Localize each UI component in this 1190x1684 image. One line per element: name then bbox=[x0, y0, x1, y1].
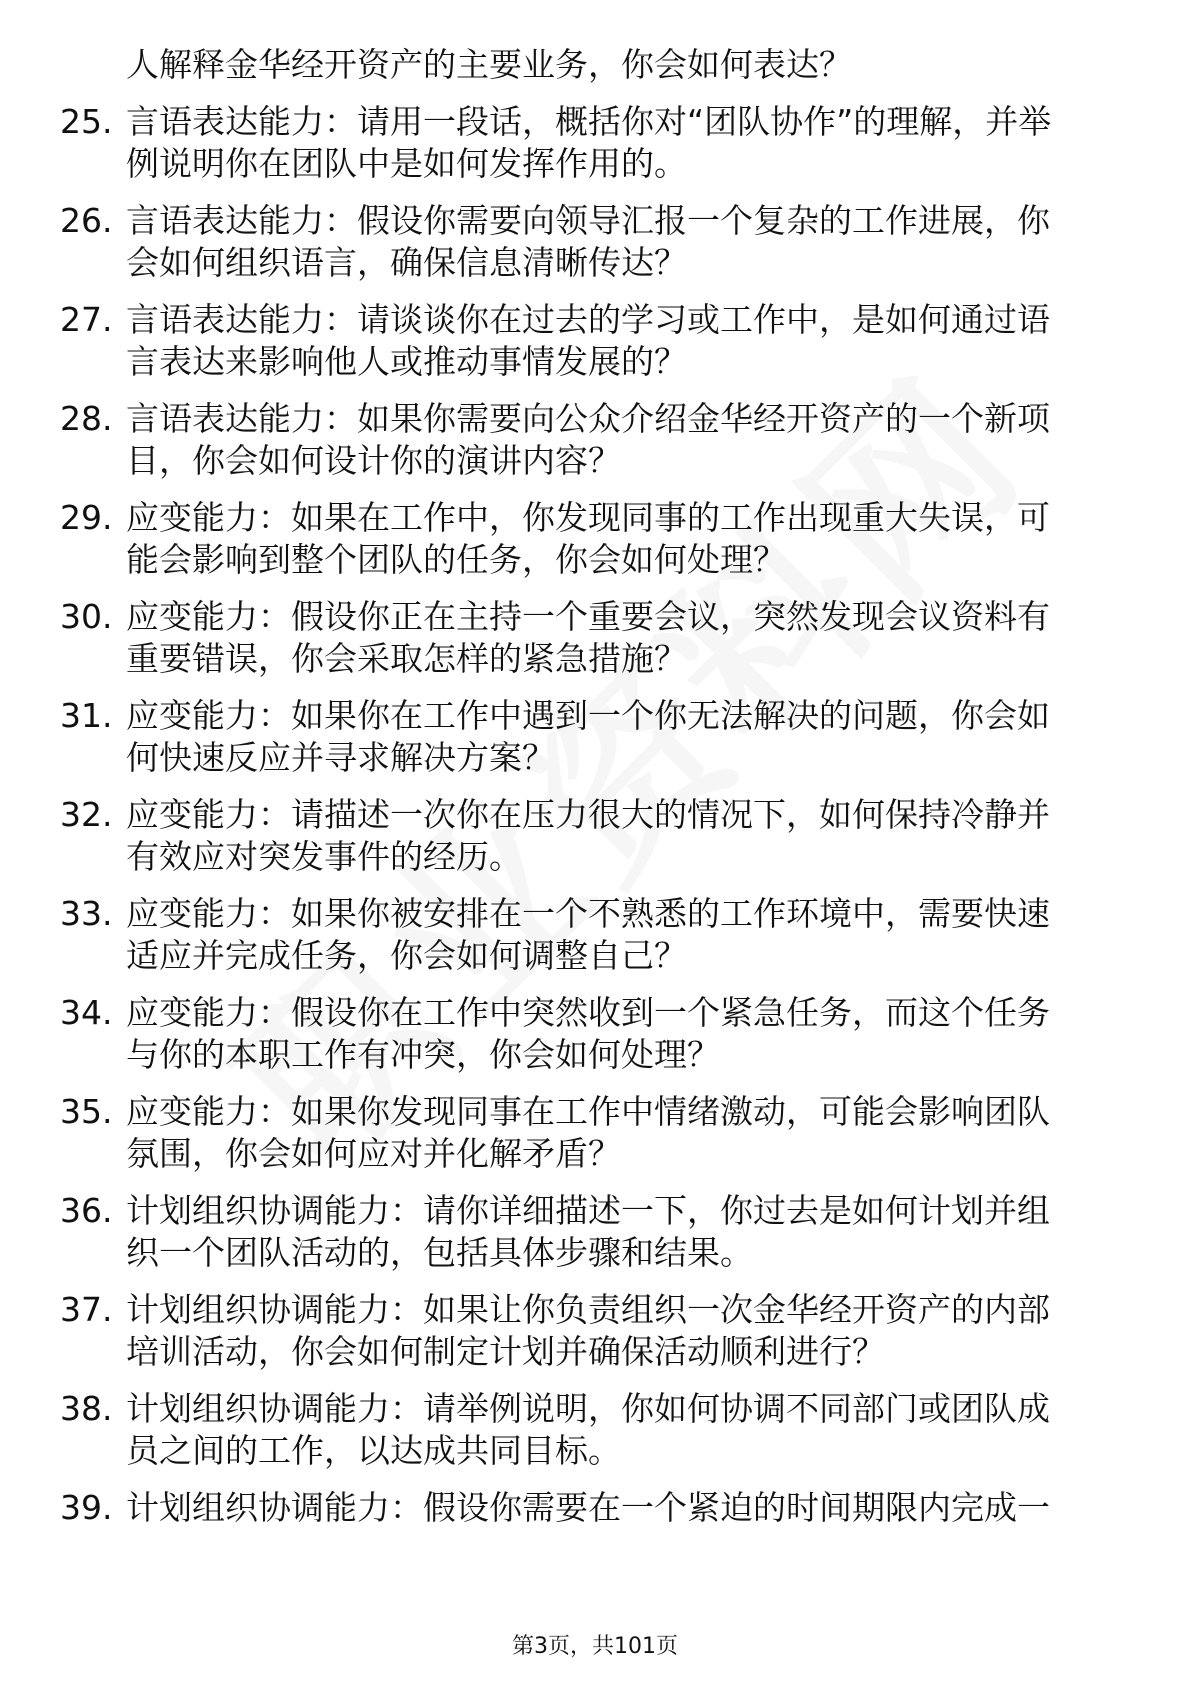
item-text-line: 织一个团队活动的，包括具体步骤和结果。 bbox=[126, 1233, 753, 1272]
item-text-line: 计划组织协调能力：请你详细描述一下，你过去是如何计划并组 bbox=[126, 1191, 1050, 1230]
item-text bbox=[126, 1190, 1120, 1274]
list-item bbox=[60, 992, 1120, 1076]
list-item bbox=[60, 1487, 1120, 1529]
item-text-line: 有效应对突发事件的经历。 bbox=[126, 837, 522, 876]
continuation-line: 人解释金华经开资产的主要业务，你会如何表达？ bbox=[126, 45, 852, 84]
item-number: 35. bbox=[60, 1092, 113, 1131]
item-text bbox=[126, 497, 1120, 581]
item-number: 38. bbox=[60, 1389, 113, 1428]
item-text bbox=[126, 101, 1120, 185]
list-item bbox=[60, 200, 1120, 284]
item-text bbox=[126, 992, 1120, 1076]
item-text-line: 适应并完成任务，你会如何调整自己？ bbox=[126, 936, 687, 975]
list-item bbox=[60, 1388, 1120, 1472]
item-text-line: 言表达来影响他人或推动事情发展的？ bbox=[126, 342, 687, 381]
list-item bbox=[60, 299, 1120, 383]
item-text-line: 与你的本职工作有冲突，你会如何处理？ bbox=[126, 1035, 720, 1074]
item-number: 32. bbox=[60, 795, 113, 834]
item-number: 29. bbox=[60, 498, 113, 537]
list-item bbox=[60, 497, 1120, 581]
list-item bbox=[60, 794, 1120, 878]
item-text-line: 应变能力：如果你发现同事在工作中情绪激动，可能会影响团队 bbox=[126, 1092, 1050, 1131]
item-text bbox=[126, 893, 1120, 977]
item-text-line: 言语表达能力：假设你需要向领导汇报一个复杂的工作进展，你 bbox=[126, 201, 1050, 240]
list-item bbox=[60, 695, 1120, 779]
item-text-line: 会如何组织语言，确保信息清晰传达？ bbox=[126, 243, 687, 282]
item-text-line: 例说明你在团队中是如何发挥作用的。 bbox=[126, 144, 687, 183]
item-number: 31. bbox=[60, 696, 113, 735]
item-text-line: 言语表达能力：如果你需要向公众介绍金华经开资产的一个新项 bbox=[126, 399, 1050, 438]
item-text-line: 计划组织协调能力：如果让你负责组织一次金华经开资产的内部 bbox=[126, 1290, 1050, 1329]
item-number: 27. bbox=[60, 300, 113, 339]
page-footer: 第3页，共101页 bbox=[512, 1634, 678, 1659]
item-number: 37. bbox=[60, 1290, 113, 1329]
item-number: 28. bbox=[60, 399, 113, 438]
item-text-line: 应变能力：如果你被安排在一个不熟悉的工作环境中，需要快速 bbox=[126, 894, 1050, 933]
item-text bbox=[126, 794, 1120, 878]
item-text bbox=[126, 1487, 1120, 1529]
item-text-line: 应变能力：请描述一次你在压力很大的情况下，如何保持冷静并 bbox=[126, 795, 1050, 834]
item-text-line: 计划组织协调能力：请举例说明，你如何协调不同部门或团队成 bbox=[126, 1389, 1050, 1428]
item-number: 26. bbox=[60, 201, 113, 240]
item-number: 30. bbox=[60, 597, 113, 636]
item-text bbox=[126, 200, 1120, 284]
list-item bbox=[60, 1289, 1120, 1373]
item-number: 33. bbox=[60, 894, 113, 933]
list-item bbox=[60, 1091, 1120, 1175]
item-text-line: 应变能力：如果在工作中，你发现同事的工作出现重大失误，可 bbox=[126, 498, 1050, 537]
item-text-line: 重要错误，你会采取怎样的紧急措施？ bbox=[126, 639, 687, 678]
item-text-line: 员之间的工作，以达成共同目标。 bbox=[126, 1431, 621, 1470]
item-text-line: 氛围，你会如何应对并化解矛盾？ bbox=[126, 1134, 621, 1173]
question-list bbox=[60, 44, 1120, 1544]
item-number: 34. bbox=[60, 993, 113, 1032]
list-item bbox=[60, 101, 1120, 185]
item-text bbox=[126, 695, 1120, 779]
item-text bbox=[126, 596, 1120, 680]
item-text-line: 计划组织协调能力：假设你需要在一个紧迫的时间期限内完成一 bbox=[126, 1488, 1050, 1527]
item-text bbox=[126, 1091, 1120, 1175]
item-text-line: 应变能力：假设你在工作中突然收到一个紧急任务，而这个任务 bbox=[126, 993, 1050, 1032]
item-text bbox=[126, 1289, 1120, 1373]
list-item bbox=[60, 893, 1120, 977]
list-item bbox=[60, 596, 1120, 680]
item-text-line: 言语表达能力：请谈谈你在过去的学习或工作中，是如何通过语 bbox=[126, 300, 1050, 339]
list-item bbox=[60, 398, 1120, 482]
item-text-line: 应变能力：假设你正在主持一个重要会议，突然发现会议资料有 bbox=[126, 597, 1050, 636]
item-text-line: 何快速反应并寻求解决方案？ bbox=[126, 738, 555, 777]
list-item bbox=[60, 1190, 1120, 1274]
item-text-line: 培训活动，你会如何制定计划并确保活动顺利进行？ bbox=[126, 1332, 885, 1371]
items-container bbox=[60, 101, 1120, 1529]
item-text-line: 目，你会如何设计你的演讲内容？ bbox=[126, 441, 621, 480]
item-number: 36. bbox=[60, 1191, 113, 1230]
item-text-line: 应变能力：如果你在工作中遇到一个你无法解决的问题，你会如 bbox=[126, 696, 1050, 735]
item-text bbox=[126, 1388, 1120, 1472]
item-text bbox=[126, 299, 1120, 383]
item-text-line: 言语表达能力：请用一段话，概括你对“团队协作”的理解，并举 bbox=[126, 102, 1052, 141]
item-number: 39. bbox=[60, 1488, 113, 1527]
item-text bbox=[126, 398, 1120, 482]
item-text-line: 能会影响到整个团队的任务，你会如何处理？ bbox=[126, 540, 786, 579]
item-number: 25. bbox=[60, 102, 113, 141]
